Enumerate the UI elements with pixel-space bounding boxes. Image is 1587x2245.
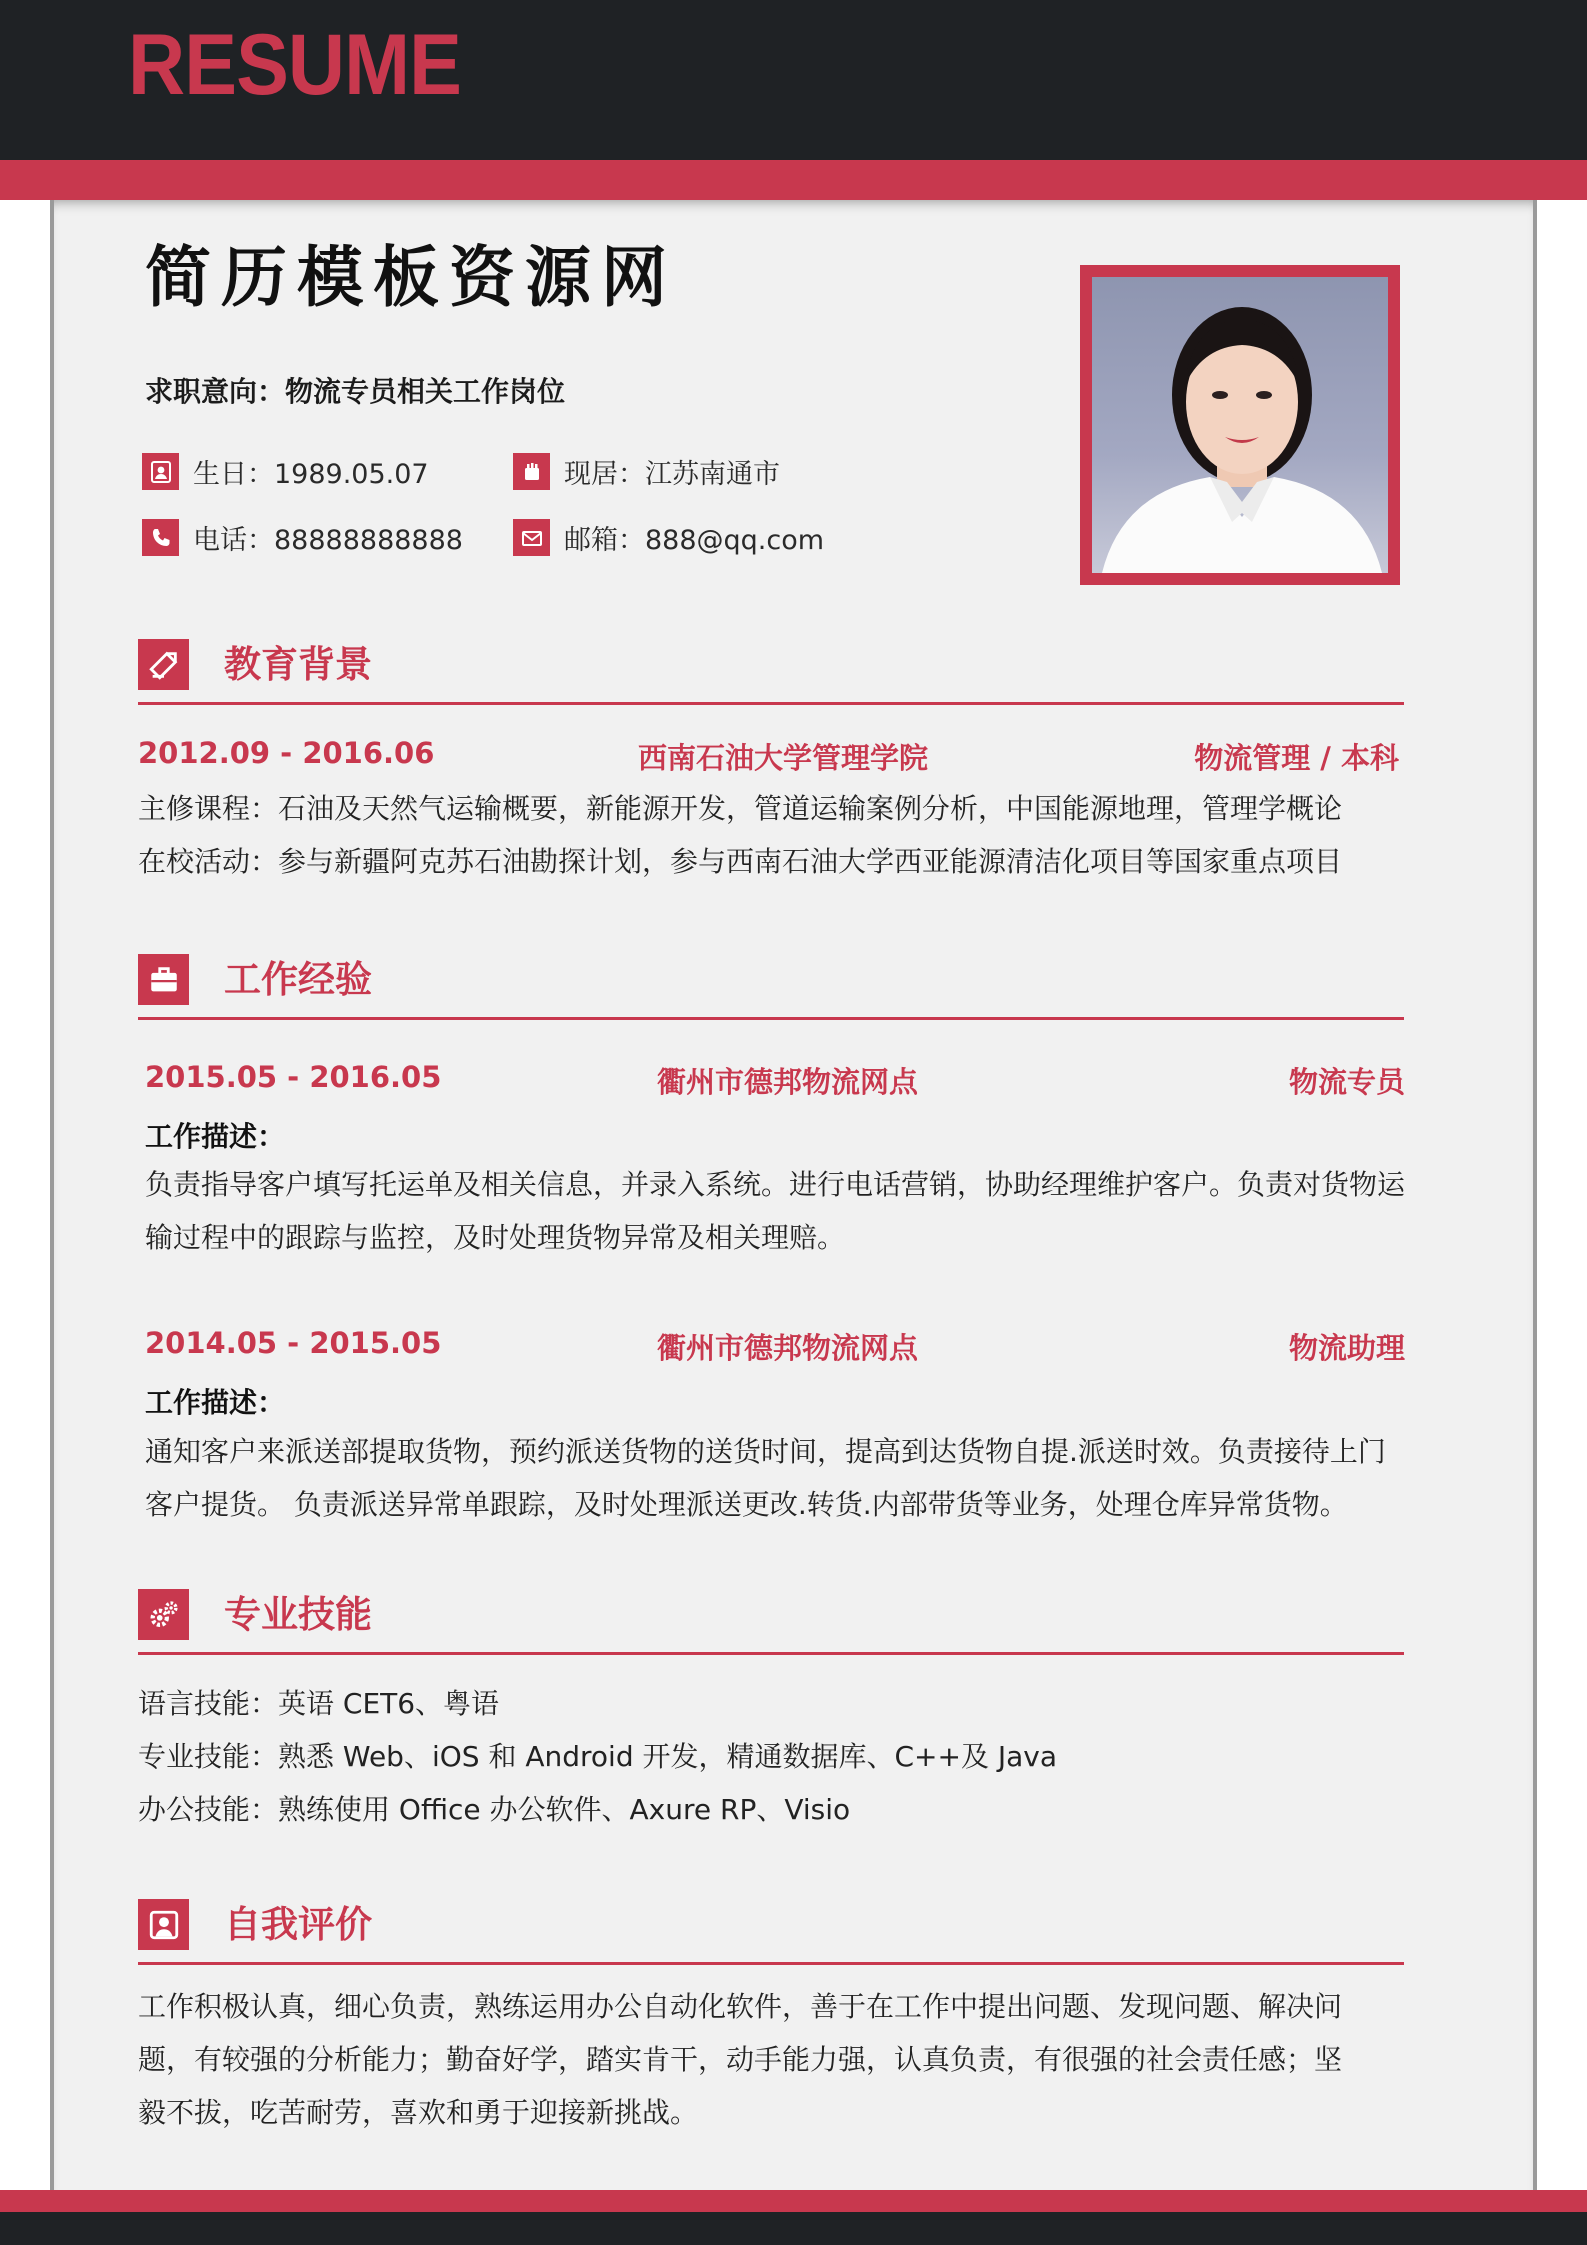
education-period: 2012.09 - 2016.06 — [138, 736, 435, 770]
education-activities: 在校活动：参与新疆阿克苏石油勘探计划，参与西南石油大学西亚能源清洁化项目等国家重点项目 — [138, 845, 1343, 878]
email-info — [513, 518, 824, 557]
education-major: 物流管理 / 本科 — [1194, 741, 1399, 775]
job-role: 物流专员 — [1288, 1065, 1405, 1099]
job-desc-line: 客户提货。 负责派送异常单跟踪，及时处理派送更改.转货.内部带货等业务，处理仓库异常货物。 — [145, 1488, 1348, 1521]
person-name: 简历模板资源网 — [145, 239, 677, 316]
header-bar — [0, 0, 1587, 160]
experience-section-header — [138, 948, 1404, 1020]
job-objective: 求职意向：物流专员相关工作岗位 — [145, 375, 566, 408]
experience-title: 工作经验 — [224, 958, 372, 1001]
profile-photo-frame — [1080, 265, 1400, 585]
user-badge-icon — [138, 1899, 189, 1950]
skills-title: 专业技能 — [224, 1593, 372, 1636]
job-desc-label: 工作描述： — [145, 1120, 286, 1153]
briefcase-icon — [138, 954, 189, 1005]
skill-item: 办公技能：熟练使用 Office 办公软件、Axure RP、Visio — [138, 1793, 851, 1826]
job-company: 衢州市德邦物流网点 — [657, 1331, 919, 1365]
job-company: 衢州市德邦物流网点 — [657, 1065, 919, 1099]
gears-icon — [138, 1589, 189, 1640]
job-desc-label: 工作描述： — [145, 1386, 286, 1419]
self-eval-section-header — [138, 1893, 1404, 1965]
mail-icon — [513, 519, 550, 556]
self-eval-line: 题，有较强的分析能力；勤奋好学，踏实肯干，动手能力强，认真负责，有很强的社会责任感；坚 — [138, 2043, 1343, 2076]
home-icon — [513, 453, 550, 490]
job-period: 2014.05 - 2015.05 — [145, 1326, 442, 1360]
education-courses: 主修课程：石油及天然气运输概要，新能源开发，管道运输案例分析，中国能源地理，管理学概论 — [138, 792, 1343, 825]
education-section-header — [138, 633, 1404, 705]
header-stripe — [0, 160, 1587, 200]
residence-info — [513, 452, 780, 491]
skill-item: 专业技能：熟悉 Web、iOS 和 Android 开发，精通数据库、C++及 Java — [138, 1740, 1058, 1773]
person-icon — [142, 453, 179, 490]
job-period: 2015.05 - 2016.05 — [145, 1060, 442, 1094]
residence-text: 现居：江苏南通市 — [564, 459, 780, 490]
job-desc-line: 通知客户来派送部提取货物，预约派送货物的送货时间，提高到达货物自提.派送时效。负责接待上门 — [145, 1435, 1386, 1468]
email-text: 邮箱：888@qq.com — [564, 525, 825, 556]
birth-info — [142, 452, 429, 491]
footer-stripe — [0, 2190, 1587, 2212]
job-role: 物流助理 — [1288, 1331, 1405, 1365]
phone-text: 电话：88888888888 — [193, 525, 463, 556]
education-title: 教育背景 — [224, 643, 372, 686]
phone-info — [142, 518, 463, 557]
phone-icon — [142, 519, 179, 556]
education-school: 西南石油大学管理学院 — [638, 741, 929, 775]
self-eval-line: 工作积极认真，细心负责，熟练运用办公自动化软件，善于在工作中提出问题、发现问题、解决问 — [138, 1990, 1343, 2023]
skills-section-header — [138, 1583, 1404, 1655]
job-desc-line: 负责指导客户填写托运单及相关信息，并录入系统。进行电话营销，协助经理维护客户。负责对货物运 — [145, 1168, 1406, 1201]
footer-bar — [0, 2212, 1587, 2245]
self-eval-title: 自我评价 — [224, 1903, 372, 1946]
graduation-icon — [138, 639, 189, 690]
skill-item: 语言技能：英语 CET6、粤语 — [138, 1687, 500, 1720]
birth-text: 生日：1989.05.07 — [193, 459, 429, 490]
self-eval-line: 毅不拔，吃苦耐劳，喜欢和勇于迎接新挑战。 — [138, 2096, 699, 2129]
job-desc-line: 输过程中的跟踪与监控，及时处理货物异常及相关理赔。 — [145, 1221, 846, 1254]
resume-title: RESUME — [128, 17, 461, 113]
profile-photo — [1092, 277, 1388, 573]
